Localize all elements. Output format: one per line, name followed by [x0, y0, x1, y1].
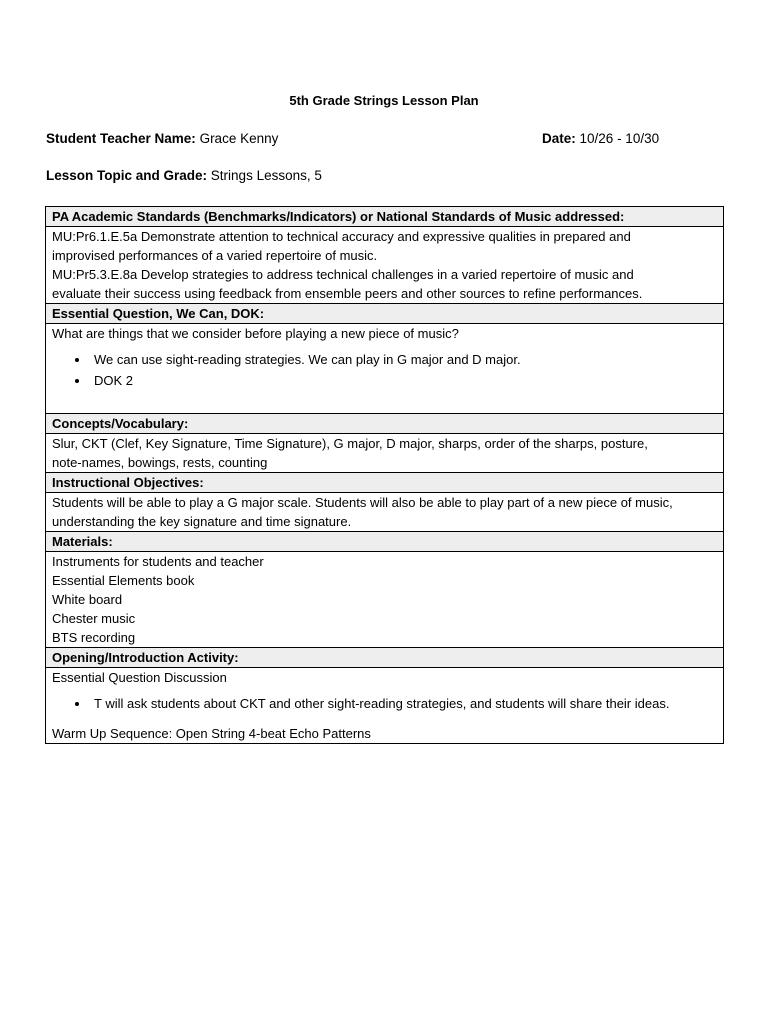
date-label: Date: — [542, 131, 576, 146]
materials-body — [46, 552, 724, 648]
lesson-topic-value: Strings Lessons, 5 — [210, 168, 322, 183]
objectives-line: Students will be able to play a G major scale. Students will also be able to play part of a new piece of music, — [52, 495, 673, 510]
opening-heading: Opening/Introduction Activity: — [46, 648, 724, 668]
standards-line: evaluate their success using feedback from ensemble peers and other sources to refine performances. — [52, 286, 643, 301]
concepts-heading: Concepts/Vocabulary: — [46, 414, 724, 434]
materials-item: Chester music — [52, 611, 136, 626]
objectives-line: understanding the key signature and time signature. — [52, 514, 352, 529]
teacher-name-label: Student Teacher Name: — [46, 131, 196, 146]
list-item: • We can use sight-reading strategies. We can play in G major and D major. — [90, 349, 717, 370]
opening-warmup: Warm Up Sequence: Open String 4-beat Echo Patterns — [52, 726, 371, 741]
materials-item: BTS recording — [52, 630, 136, 645]
list-item: • T will ask students about CKT and other sight-reading strategies, and students will share their ideas. — [90, 693, 717, 714]
essential-question-text: What are things that we consider before playing a new piece of music? — [52, 326, 459, 341]
lesson-plan-table — [45, 206, 724, 744]
teacher-name-value: Grace Kenny — [199, 131, 279, 146]
concepts-line: Slur, CKT (Clef, Key Signature, Time Signature), G major, D major, sharps, order of the sharps, posture, — [52, 436, 648, 451]
date-line — [542, 131, 659, 146]
materials-item: Essential Elements book — [52, 573, 195, 588]
date-value: 10/26 - 10/30 — [579, 131, 660, 146]
concepts-body — [46, 434, 724, 473]
opening-intro: Essential Question Discussion — [52, 670, 227, 685]
standards-heading: PA Academic Standards (Benchmarks/Indicators) or National Standards of Music addressed: — [46, 207, 724, 227]
standards-body — [46, 227, 724, 304]
concepts-line: note-names, bowings, rests, counting — [52, 455, 268, 470]
essential-question-heading: Essential Question, We Can, DOK: — [46, 304, 724, 324]
standards-line: improvised performances of a varied repertoire of music. — [52, 248, 378, 263]
document-title: 5th Grade Strings Lesson Plan — [289, 93, 479, 108]
lesson-topic-line — [46, 168, 322, 183]
objectives-body — [46, 493, 724, 532]
standards-line: MU:Pr6.1.E.5a Demonstrate attention to technical accuracy and expressive qualities in prepared and — [52, 229, 631, 244]
materials-item: White board — [52, 592, 123, 607]
essential-bullets — [52, 349, 717, 391]
opening-body — [46, 668, 724, 744]
list-item: • DOK 2 — [90, 370, 717, 391]
lesson-topic-label: Lesson Topic and Grade: — [46, 168, 208, 183]
teacher-name-line — [46, 131, 278, 146]
opening-bullets — [52, 693, 717, 714]
materials-heading: Materials: — [46, 532, 724, 552]
standards-line: MU:Pr5.3.E.8a Develop strategies to address technical challenges in a varied repertoire of music and — [52, 267, 634, 282]
objectives-heading: Instructional Objectives: — [46, 473, 724, 493]
materials-item: Instruments for students and teacher — [52, 554, 264, 569]
essential-question-body — [46, 324, 724, 414]
